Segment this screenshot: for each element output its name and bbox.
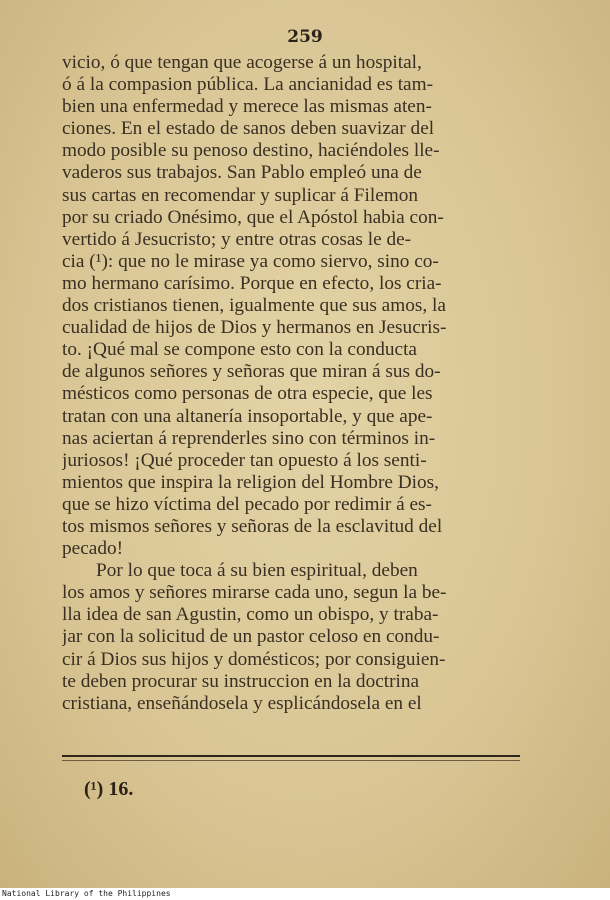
text-line: cualidad de hijos de Dios y hermanos en Jesucris-	[62, 317, 447, 339]
text-line: to. ¡Qué mal se compone esto con la conducta	[62, 339, 417, 361]
text-line: cia (¹): que no le mirase ya como siervo, sino co-	[62, 250, 439, 272]
text-line: nas aciertan á reprenderles sino con términos in-	[62, 427, 436, 449]
text-line: tos mismos señores y señoras de la esclavitud del	[62, 515, 443, 537]
text-line: tratan con una altanería insoportable, y que ape-	[62, 405, 433, 427]
text-line: ó á la compasion pública. La ancianidad es tam-	[62, 74, 434, 96]
text-line: cristiana, enseñándosela y esplicándosela en el	[62, 692, 422, 714]
text-line: que se hizo víctima del pecado por redimir á es-	[62, 493, 432, 515]
text-line: de algunos señores y señoras que miran á sus do-	[62, 361, 441, 383]
footer-strip	[0, 888, 610, 900]
body-text	[62, 52, 520, 715]
text-line: mo hermano carísimo. Porque en efecto, los cria-	[62, 272, 442, 294]
text-line: bien una enfermedad y merece las mismas aten-	[62, 96, 432, 118]
text-line: vertido á Jesucristo; y entre otras cosas le de-	[62, 228, 412, 250]
text-line: lla idea de san Agustin, como un obispo, y traba-	[62, 604, 439, 626]
text-line: modo posible su penoso destino, haciéndoles lle-	[62, 140, 440, 162]
library-credit: National Library of the Philippines	[2, 889, 171, 898]
text-line: mésticos como personas de otra especie, que les	[62, 383, 433, 405]
text-line: vicio, ó que tengan que acogerse á un hospital,	[62, 52, 422, 73]
text-line: mientos que inspira la religion del Hombre Dios,	[62, 471, 439, 493]
footnote-divider	[62, 755, 520, 761]
text-line: juriosos! ¡Qué proceder tan opuesto á los senti-	[62, 449, 427, 471]
text-line: dos cristianos tienen, igualmente que sus amos, la	[62, 295, 446, 317]
text-line: vaderos sus trabajos. San Pablo empleó una de	[62, 162, 422, 184]
text-line: sus cartas en recomendar y suplicar á Filemon	[62, 184, 419, 206]
text-line: Por lo que toca á su bien espiritual, deben	[96, 560, 418, 582]
text-line: jar con la solicitud de un pastor celoso en condu-	[62, 626, 440, 648]
text-line: por su criado Onésimo, que el Apóstol habia con-	[62, 206, 444, 228]
text-line: pecado!	[62, 538, 124, 560]
footnote: (¹) 16.	[84, 778, 134, 800]
text-line: cir á Dios sus hijos y domésticos; por consiguien-	[62, 648, 446, 670]
text-line: te deben procurar su instruccion en la doctrina	[62, 670, 420, 692]
text-line: los amos y señores mirarse cada uno, segun la be-	[62, 582, 447, 604]
page-number: 259	[287, 27, 323, 47]
text-line: ciones. En el estado de sanos deben suavizar del	[62, 118, 435, 140]
